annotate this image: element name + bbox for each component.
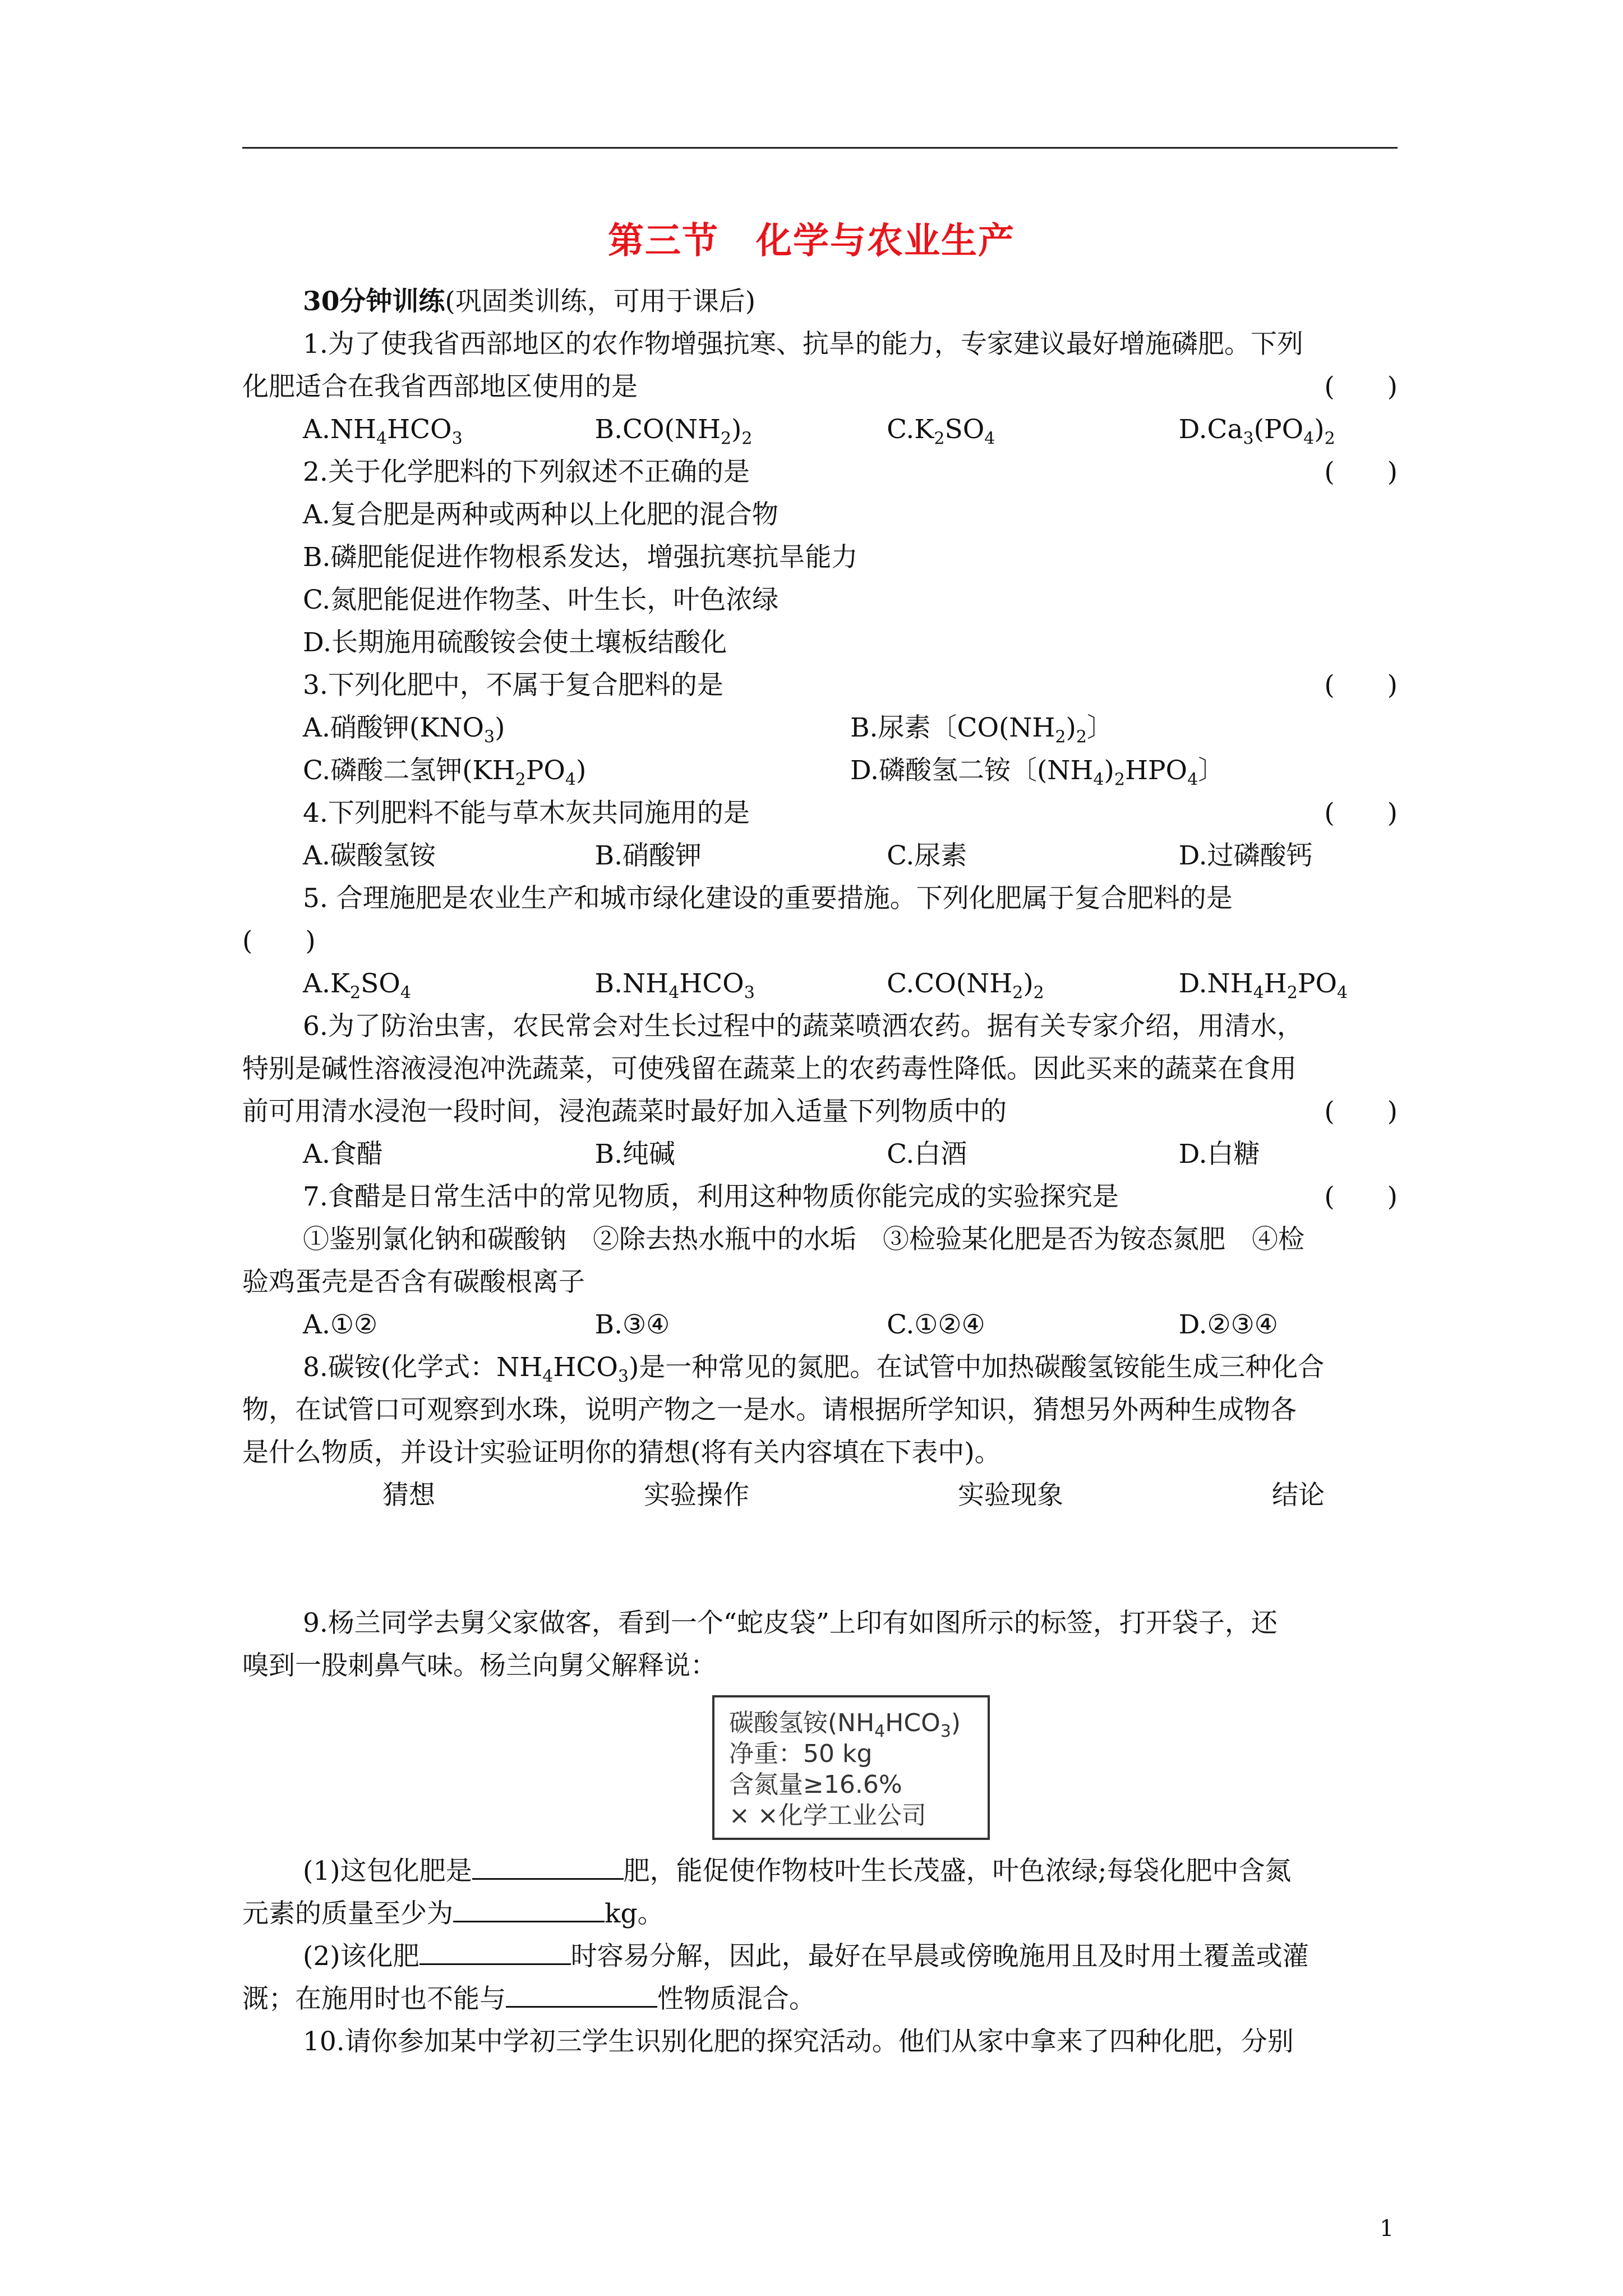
section-heading: 30分钟训练(巩固类训练，可用于课后) <box>303 286 756 317</box>
q6-options <box>242 1133 1398 1176</box>
blank-property[interactable] <box>506 1984 657 2008</box>
q2-option-a: A.复合肥是两种或两种以上化肥的混合物 <box>303 499 778 530</box>
q6-line3: 前可用清水浸泡一段时间，浸泡蔬菜时最好加入适量下列物质中的 ( ) <box>242 1096 1398 1127</box>
q7-option-b: B.③④ <box>594 1309 670 1340</box>
q2-option-b: B.磷肥能促进作物根系发达，增强抗寒抗旱能力 <box>303 542 858 573</box>
q8-table-header <box>242 1474 1398 1517</box>
label-line-company: × ×化学工业公司 <box>729 1801 926 1830</box>
q6-option-c: C.白酒 <box>887 1139 967 1170</box>
q3-options-ab <box>242 707 1398 749</box>
q4-stem: 4.下列肥料不能与草木灰共同施用的是 ( ) <box>303 798 1398 829</box>
q7-options <box>242 1304 1398 1346</box>
q5-option-c: $C.CO(NH_2)_2$ <box>887 968 1044 1003</box>
q8-line2: 物，在试管口可观察到水珠，说明产物之一是水。请根据所学知识，猜想另外两种生成物各 <box>242 1395 1297 1425</box>
q3-option-a: A.硝酸钾$(KNO_3)$ <box>303 712 505 747</box>
q8-col-conclusion: 结论 <box>1272 1480 1325 1511</box>
q6-option-b: B.纯碱 <box>594 1139 676 1170</box>
label-line-weight: 净重：50 kg <box>729 1740 873 1768</box>
q4-option-b: B.硝酸钾 <box>594 840 702 871</box>
q7-line3: 验鸡蛋壳是否含有碳酸根离子 <box>242 1267 585 1297</box>
q4-options <box>242 835 1398 877</box>
q1-option-b: $B.CO(NH_2)_2$ <box>594 414 753 449</box>
header-rule <box>242 147 1398 149</box>
q10-line1: 10.请你参加某中学初三学生识别化肥的探究活动。他们从家中拿来了四种化肥，分别 <box>303 2026 1294 2057</box>
q1-option-a: $A.NH_4HCO_3$ <box>303 414 463 449</box>
blank-fertilizer-type[interactable] <box>472 1856 624 1880</box>
q7-option-a: A.①② <box>303 1309 378 1340</box>
page-title: 第三节 化学与农业生产 <box>608 220 1015 262</box>
q8-col-operation: 实验操作 <box>644 1480 749 1511</box>
blank-decompose-condition[interactable] <box>419 1941 571 1965</box>
q5-option-a: $A.K_2SO_4$ <box>303 968 411 1003</box>
q9-part1-line1: (1)这包化肥是 肥，能促使作物枝叶生长茂盛，叶色浓绿;每袋化肥中含氮 <box>303 1856 1292 1887</box>
q6-option-a: A.食醋 <box>303 1139 383 1170</box>
q7-stem: 7.食醋是日常生活中的常见物质，利用这种物质你能完成的实验探究是 ( ) <box>303 1181 1398 1212</box>
q4-option-a: A.碳酸氢铵 <box>303 840 436 871</box>
q9-part2-line1: (2)该化肥 时容易分解，因此，最好在早晨或傍晚施用且及时用土覆盖或灌 <box>303 1941 1309 1972</box>
q3-option-c: C.磷酸二氢钾$(KH_2PO_4)$ <box>303 755 587 790</box>
q6-line2: 特别是碱性溶液浸泡冲洗蔬菜，可使残留在蔬菜上的农药毒性降低。因此买来的蔬菜在食用 <box>242 1053 1297 1084</box>
q4-option-c: C.尿素 <box>887 840 967 871</box>
q1-line1: 1.为了使我省西部地区的农作物增强抗寒、抗旱的能力，专家建议最好增施磷肥。下列 <box>303 329 1303 360</box>
q9-line1: 9.杨兰同学去舅父家做客，看到一个“蛇皮袋”上印有如图所示的标签，打开袋子，还 <box>303 1608 1278 1639</box>
q1-option-d: $D.Ca_3(PO_4)_2$ <box>1178 414 1335 449</box>
document-body <box>242 280 1398 2063</box>
q2-stem: 2.关于化学肥料的下列叙述不正确的是 ( ) <box>303 457 1398 487</box>
q8-col-guess: 猜想 <box>382 1480 435 1511</box>
q7-option-c: C.①②④ <box>887 1309 985 1340</box>
q3-stem: 3.下列化肥中，不属于复合肥料的是 ( ) <box>303 670 1398 701</box>
q2-option-d: D.长期施用硫酸铵会使土壤板结酸化 <box>303 627 727 658</box>
q3-option-d: D.磷酸氢二铵〔$(NH_4)_2HPO_4$〕 <box>850 755 1225 790</box>
q8-col-phenomenon: 实验现象 <box>958 1480 1063 1511</box>
q3-options-cd <box>242 749 1398 792</box>
q4-option-d: D.过磷酸钙 <box>1178 840 1313 871</box>
q8-table-space <box>242 1517 1398 1602</box>
q1-line2: 化肥适合在我省西部地区使用的是 ( ) <box>242 366 1398 408</box>
q2-option-c: C.氮肥能促进作物茎、叶生长，叶色浓绿 <box>303 585 779 615</box>
q1-option-c: $C.K_2SO_4$ <box>887 414 995 449</box>
q9-part1-line2: 元素的质量至少为 kg。 <box>242 1898 664 1929</box>
q3-option-b: B.尿素〔$CO(NH_2)_2$〕 <box>850 712 1113 747</box>
q8-line3: 是什么物质，并设计实验证明你的猜想(将有关内容填在下表中)。 <box>242 1437 1001 1468</box>
fertilizer-label <box>712 1695 990 1840</box>
label-line-name: 碳酸氢铵$(NH_4HCO_3)$ <box>729 1709 961 1741</box>
q1-options <box>242 408 1398 451</box>
answer-paren: ( ) <box>1324 371 1398 402</box>
q6-option-d: D.白糖 <box>1178 1139 1260 1170</box>
label-line-nitrogen: 含氮量≥16.6% <box>729 1770 902 1799</box>
q5-line1: 5. 合理施肥是农业生产和城市绿化建设的重要措施。下列化肥属于复合肥料的是 <box>303 883 1233 914</box>
blank-nitrogen-mass[interactable] <box>453 1898 605 1922</box>
q7-line2: ①鉴别氯化钠和碳酸钠 ②除去热水瓶中的水垢 ③检验某化肥是否为铵态氮肥 ④检 <box>303 1224 1304 1255</box>
q9-line2: 嗅到一股刺鼻气味。杨兰向舅父解释说： <box>242 1650 717 1681</box>
q7-option-d: D.②③④ <box>1178 1309 1278 1340</box>
q5-options <box>242 963 1398 1005</box>
q8-line1: 8.碳铵(化学式：$NH_4HCO_3$)是一种常见的氮肥。在试管中加热碳酸氢铵能生成三种化合 <box>303 1352 1325 1387</box>
q9-figure-area <box>242 1687 1398 1850</box>
q6-line1: 6.为了防治虫害，农民常会对生长过程中的蔬菜喷洒农药。据有关专家介绍，用清水， <box>303 1011 1303 1042</box>
q9-part2-line2: 溉；在施用时也不能与 性物质混合。 <box>242 1984 815 2014</box>
page-number: 1 <box>1380 2216 1394 2242</box>
q5-option-d: $D.NH_4H_2PO_4$ <box>1178 968 1348 1003</box>
q5-option-b: $B.NH_4HCO_3$ <box>594 968 755 1003</box>
q5-paren: ( ) <box>242 926 316 956</box>
